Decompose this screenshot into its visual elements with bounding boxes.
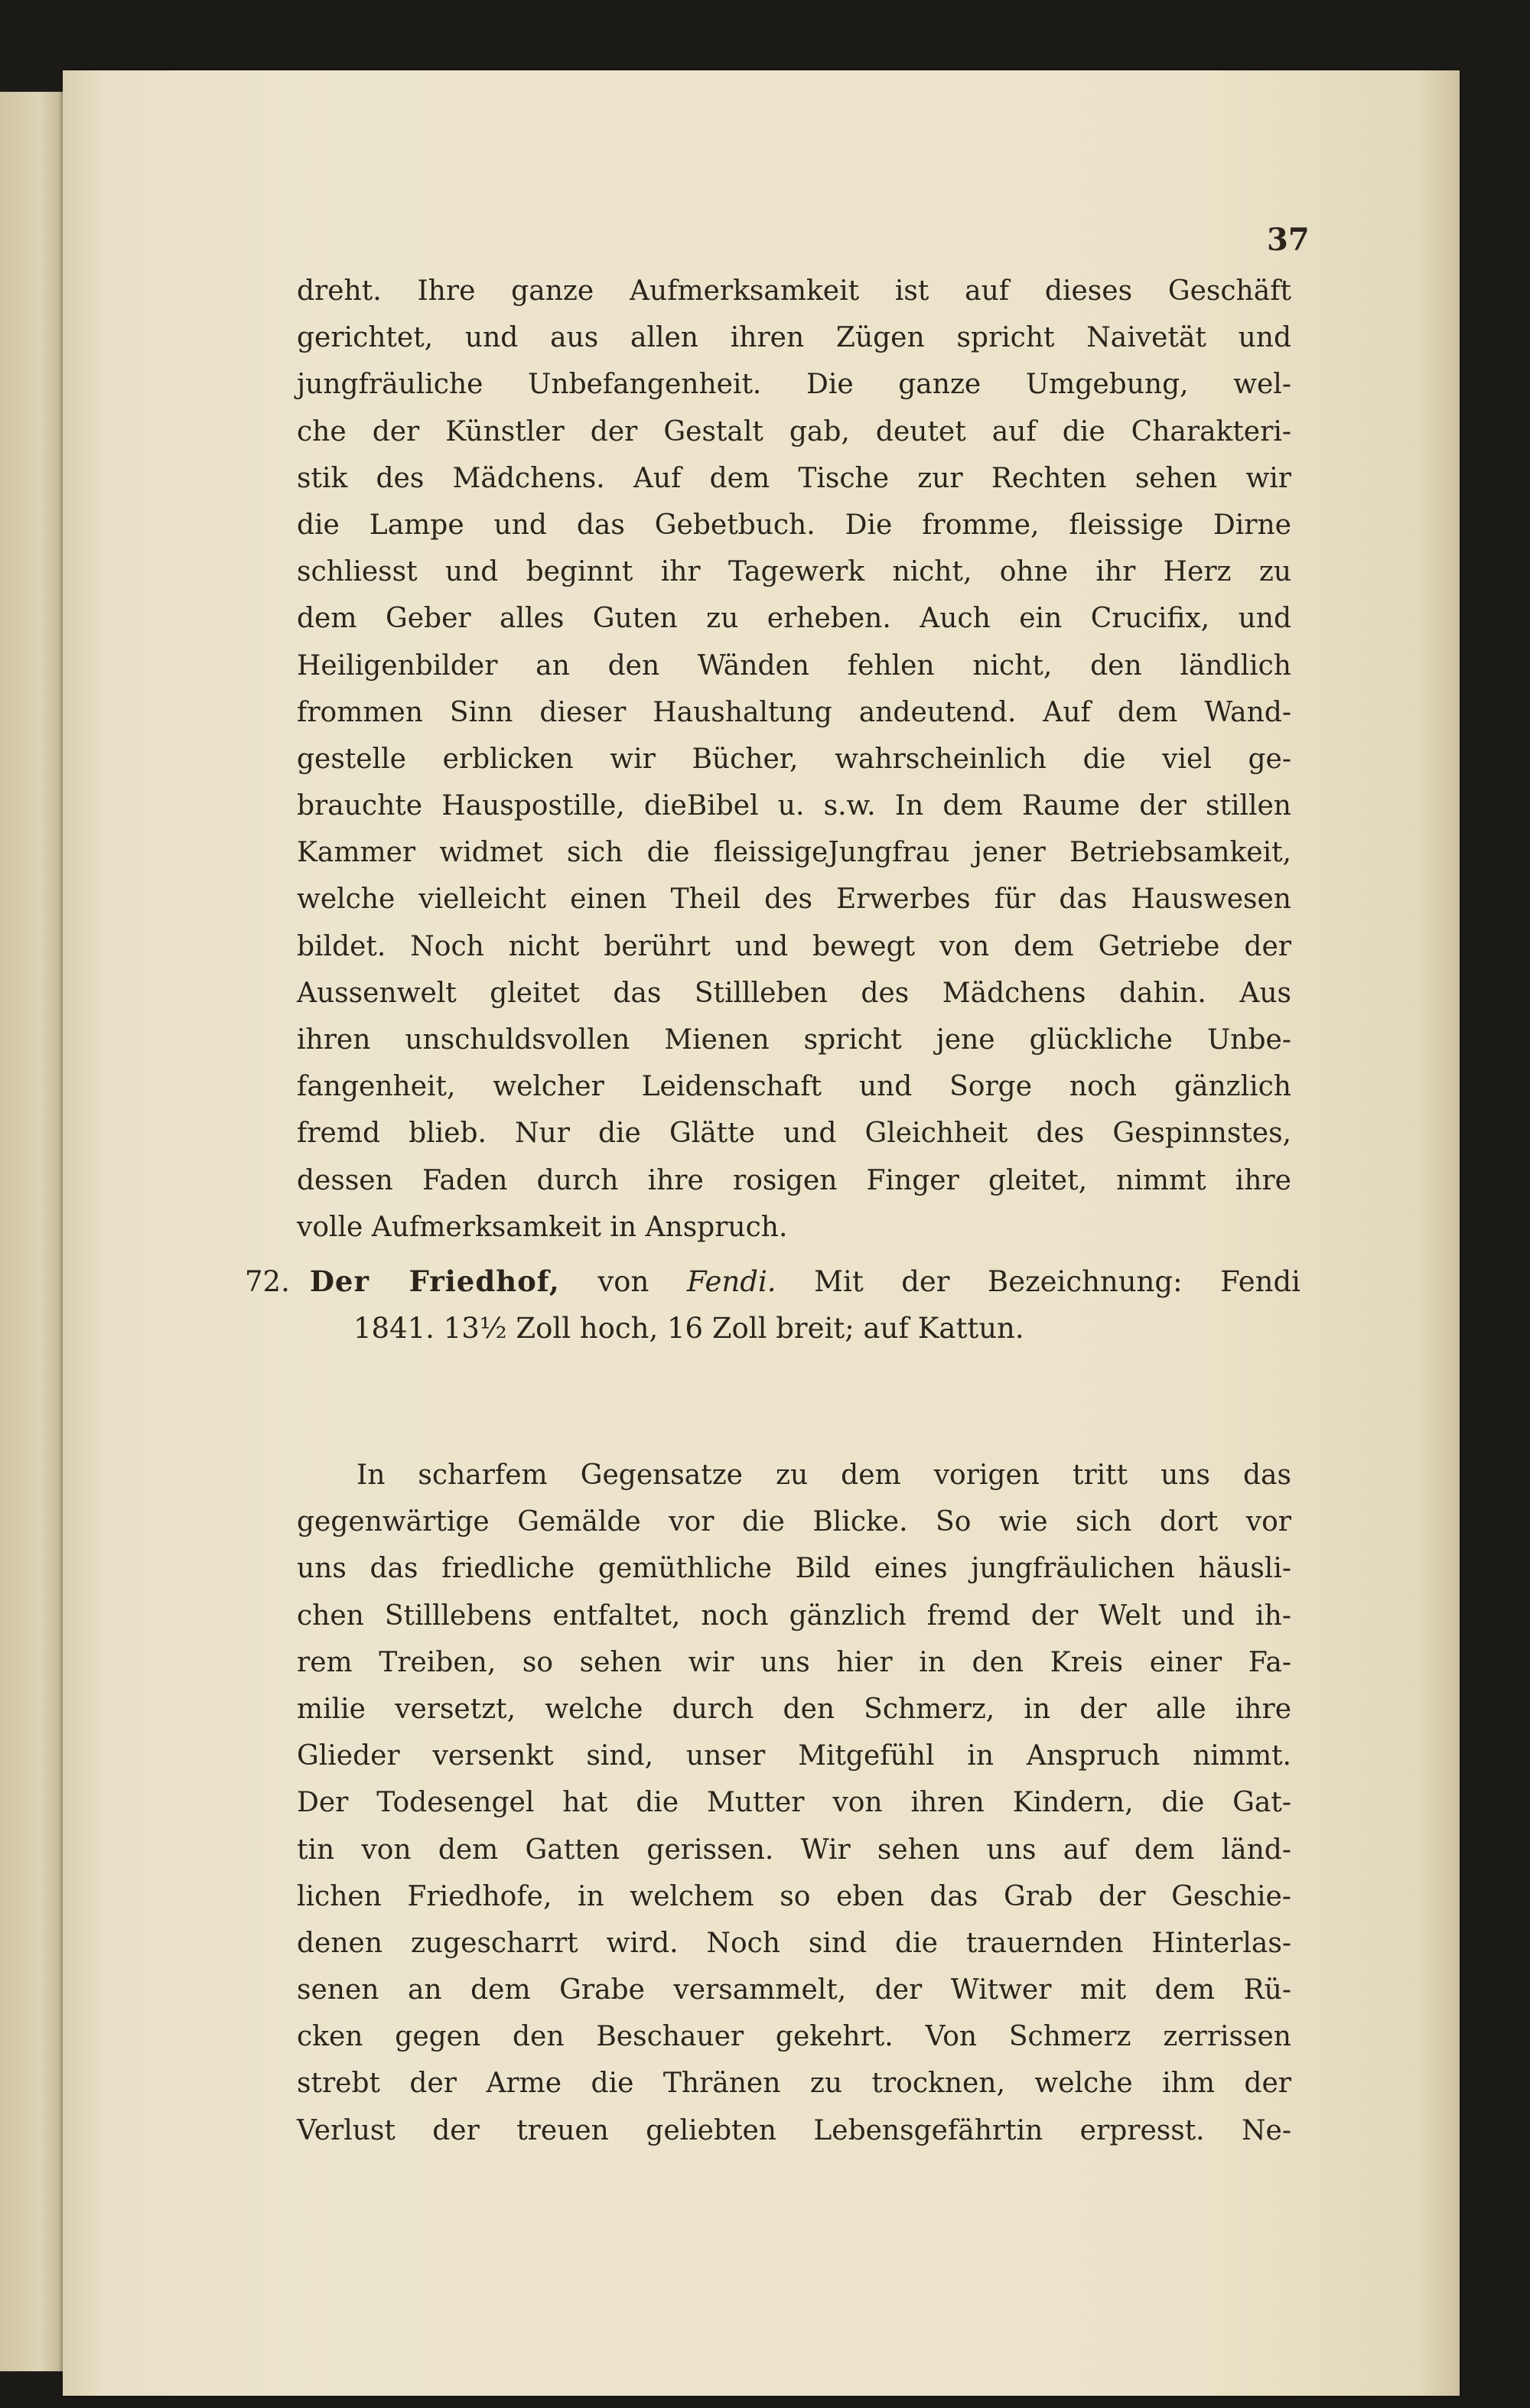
entry-title: Der Friedhof, — [309, 1264, 560, 1298]
text-line: jungfräuliche Unbefangenheit. Die ganze Umgebung, wel- — [297, 369, 1291, 401]
text-line: Aussenwelt gleitet das Stillleben des Mädchens dahin. Aus — [297, 977, 1291, 1009]
text-line: che der Künstler der Gestalt gab, deutet auf die Charakteri- — [297, 415, 1291, 447]
page-number: 37 — [1267, 222, 1310, 258]
text-line: Verlust der treuen geliebten Lebensgefährtin erpresst. Ne- — [297, 2114, 1291, 2146]
entry-artist: Fendi. — [686, 1265, 776, 1298]
text-line: fremd blieb. Nur die Glätte und Gleichheit des Gespinnstes, — [297, 1118, 1291, 1150]
text-line: dessen Faden durch ihre rosigen Finger gleitet, nimmt ihre — [297, 1164, 1291, 1196]
text-line: dem Geber alles Guten zu erheben. Auch ein Crucifix, und — [297, 603, 1291, 635]
text-line: bildet. Noch nicht berührt und bewegt von dem Getriebe der — [297, 930, 1291, 962]
page-sheet — [63, 70, 1460, 2396]
catalogue-entry-72 — [245, 1258, 1300, 1352]
text-line: uns das friedliche gemüthliche Bild eines jungfräulichen häusli- — [297, 1553, 1291, 1585]
paragraph-1 — [297, 268, 1291, 1251]
text-line: milie versetzt, welche durch den Schmerz, in der alle ihre — [297, 1693, 1291, 1725]
paragraph-2 — [297, 1452, 1291, 2154]
entry-dimensions: 1841. 13½ Zoll hoch, 16 Zoll breit; auf Kattun. — [353, 1312, 1024, 1345]
text-line: chen Stilllebens entfaltet, noch gänzlich fremd der Welt und ih- — [297, 1599, 1291, 1632]
entry-signature: Mit der Bezeichnung: Fendi — [814, 1265, 1300, 1298]
text-line: Kammer widmet sich die fleissigeJungfrau jener Betriebsamkeit, — [297, 837, 1291, 869]
text-line: cken gegen den Beschauer gekehrt. Von Schmerz zerrissen — [297, 2021, 1291, 2053]
text-line: strebt der Arme die Thränen zu trocknen, welche ihm der — [297, 2068, 1291, 2100]
text-line: stik des Mädchens. Auf dem Tische zur Rechten sehen wir — [297, 462, 1291, 494]
text-line: tin von dem Gatten gerissen. Wir sehen uns auf dem länd- — [297, 1834, 1291, 1866]
text-line: denen zugescharrt wird. Noch sind die trauernden Hinterlas- — [297, 1927, 1291, 1959]
entry-by: von — [597, 1265, 649, 1298]
previous-page-edge — [0, 92, 66, 2371]
text-line: In scharfem Gegensatze zu dem vorigen tritt uns das — [356, 1459, 1291, 1491]
text-line: volle Aufmerksamkeit in Anspruch. — [297, 1211, 788, 1243]
text-line: senen an dem Grabe versammelt, der Witwer mit dem Rü- — [297, 1974, 1291, 2006]
text-line: fangenheit, welcher Leidenschaft und Sorge noch gänzlich — [297, 1071, 1291, 1103]
text-line: gestelle erblicken wir Bücher, wahrscheinlich die viel ge- — [297, 743, 1291, 775]
text-line: welche vielleicht einen Theil des Erwerbes für das Hauswesen — [297, 883, 1291, 916]
entry-heading-line — [245, 1258, 1300, 1305]
text-line: gegenwärtige Gemälde vor die Blicke. So wie sich dort vor — [297, 1506, 1291, 1538]
text-line: die Lampe und das Gebetbuch. Die fromme, fleissige Dirne — [297, 509, 1291, 541]
entry-number: 72. — [245, 1265, 290, 1298]
text-line: brauchte Hauspostille, dieBibel u. s.w. In dem Raume der stillen — [297, 790, 1291, 822]
text-line: frommen Sinn dieser Haushaltung andeutend. Auf dem Wand- — [297, 696, 1291, 728]
text-line: ihren unschuldsvollen Mienen spricht jene glückliche Unbe- — [297, 1024, 1291, 1056]
text-line: gerichtet, und aus allen ihren Zügen spricht Naivetät und — [297, 322, 1291, 354]
text-line: Glieder versenkt sind, unser Mitgefühl in Anspruch nimmt. — [297, 1740, 1291, 1772]
text-line: schliesst und beginnt ihr Tagewerk nicht, ohne ihr Herz zu — [297, 556, 1291, 588]
text-line: dreht. Ihre ganze Aufmerksamkeit ist auf dieses Geschäft — [297, 275, 1291, 307]
text-line: Der Todesengel hat die Mutter von ihren Kindern, die Gat- — [297, 1787, 1291, 1819]
text-line: lichen Friedhofe, in welchem so eben das Grab der Geschie- — [297, 1880, 1291, 1912]
text-line: Heiligenbilder an den Wänden fehlen nicht, den ländlich — [297, 649, 1291, 682]
text-line: rem Treiben, so sehen wir uns hier in den Kreis einer Fa- — [297, 1646, 1291, 1678]
